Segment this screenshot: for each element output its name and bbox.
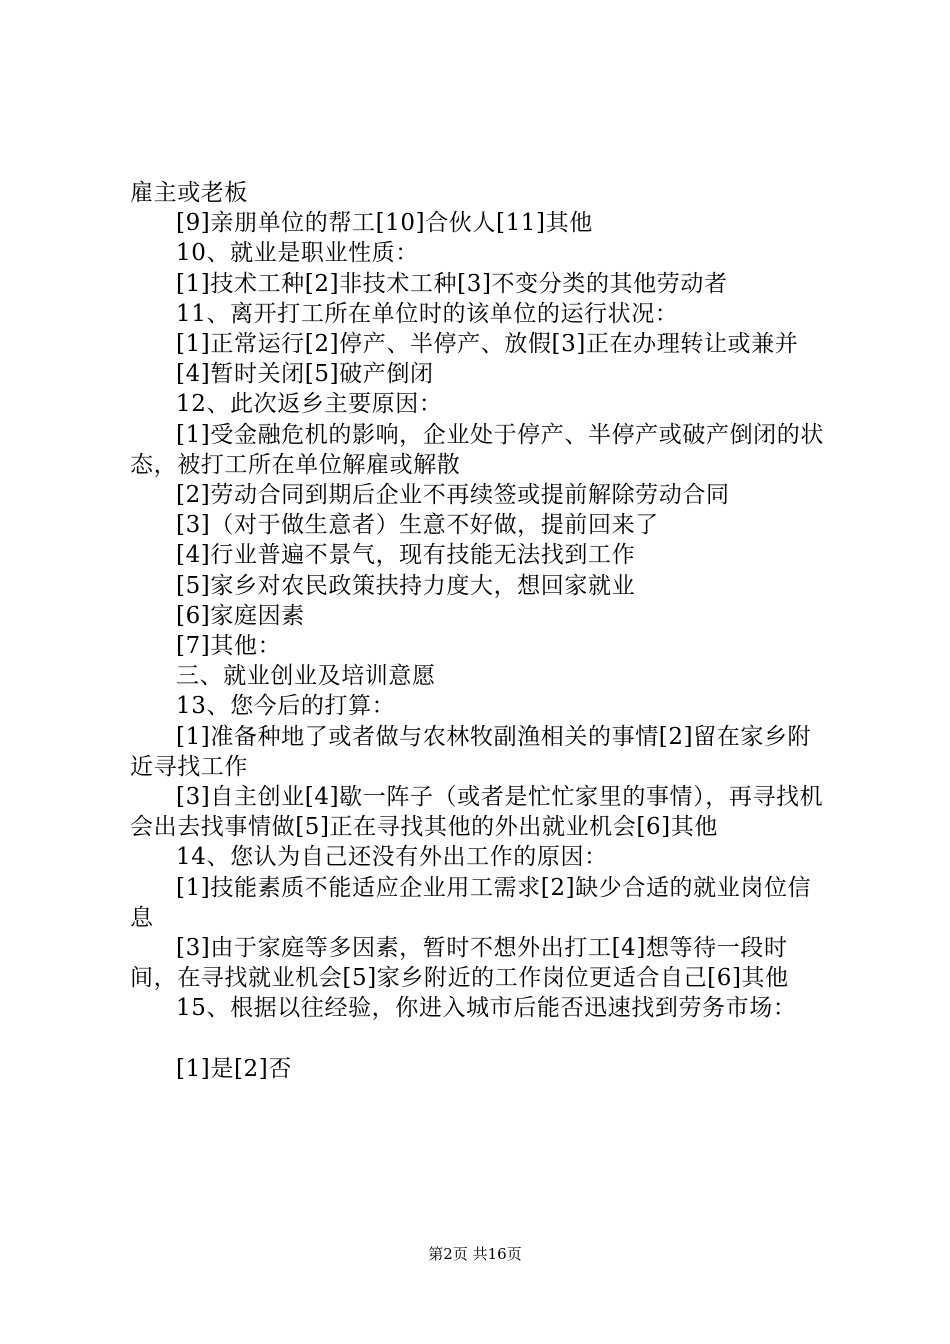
document-body: [130, 178, 830, 1084]
text-line: [3]（对于做生意者）生意不好做，提前回来了: [176, 512, 659, 539]
question-heading: 13、您今后的打算：: [176, 693, 396, 720]
text-line: [4]行业普遍不景气，现有技能无法找到工作: [176, 542, 636, 569]
page-footer: 第2页 共16页: [428, 1245, 522, 1263]
question-heading: 14、您认为自己还没有外出工作的原因：: [176, 844, 608, 871]
text-line: [5]家乡对农民政策扶持力度大，想回家就业: [176, 572, 636, 599]
question-heading: 15、根据以往经验，你进入城市后能否迅速找到劳务市场：: [176, 995, 797, 1022]
text-line: [1]准备种地了或者做与农林牧副渔相关的事情[2]留在家乡附近寻找工作: [130, 723, 812, 780]
section-heading: 三、就业创业及培训意愿: [176, 663, 436, 690]
text-line: [1]技能素质不能适应企业用工需求[2]缺少合适的就业岗位信息: [130, 874, 812, 931]
text-line: [1]技术工种[2]非技术工种[3]不变分类的其他劳动者: [176, 270, 728, 297]
text-line: [1]是[2]否: [176, 1055, 292, 1082]
text-line: 雇主或老板: [130, 180, 248, 206]
question-heading: 10、就业是职业性质：: [176, 240, 419, 267]
text-line: [1]受金融危机的影响，企业处于停产、半停产或破产倒闭的状态，被打工所在单位解雇或解散: [130, 421, 824, 478]
question-heading: 12、此次返乡主要原因：: [176, 391, 443, 418]
text-line: [4]暂时关闭[5]破产倒闭: [176, 361, 434, 388]
text-line: [9]亲朋单位的帮工[10]合伙人[11]其他: [176, 210, 593, 237]
question-heading: 11、离开打工所在单位时的该单位的运行状况：: [176, 300, 679, 327]
text-line: [7]其他：: [176, 633, 282, 660]
text-line: [1]正常运行[2]停产、半停产、放假[3]正在办理转让或兼并: [176, 331, 799, 358]
text-line: [2]劳动合同到期后企业不再续签或提前解除劳动合同: [176, 482, 730, 509]
text-line: [3]自主创业[4]歇一阵子（或者是忙忙家里的事情），再寻找机会出去找事情做[5]正在寻找其他的外出就业机会[6]其他: [130, 784, 824, 841]
text-line: [3]由于家庭等多因素，暂时不想外出打工[4]想等待一段时间，在寻找就业机会[5]家乡附近的工作岗位更适合自己[6]其他: [130, 935, 789, 992]
text-line: [6]家庭因素: [176, 602, 305, 629]
